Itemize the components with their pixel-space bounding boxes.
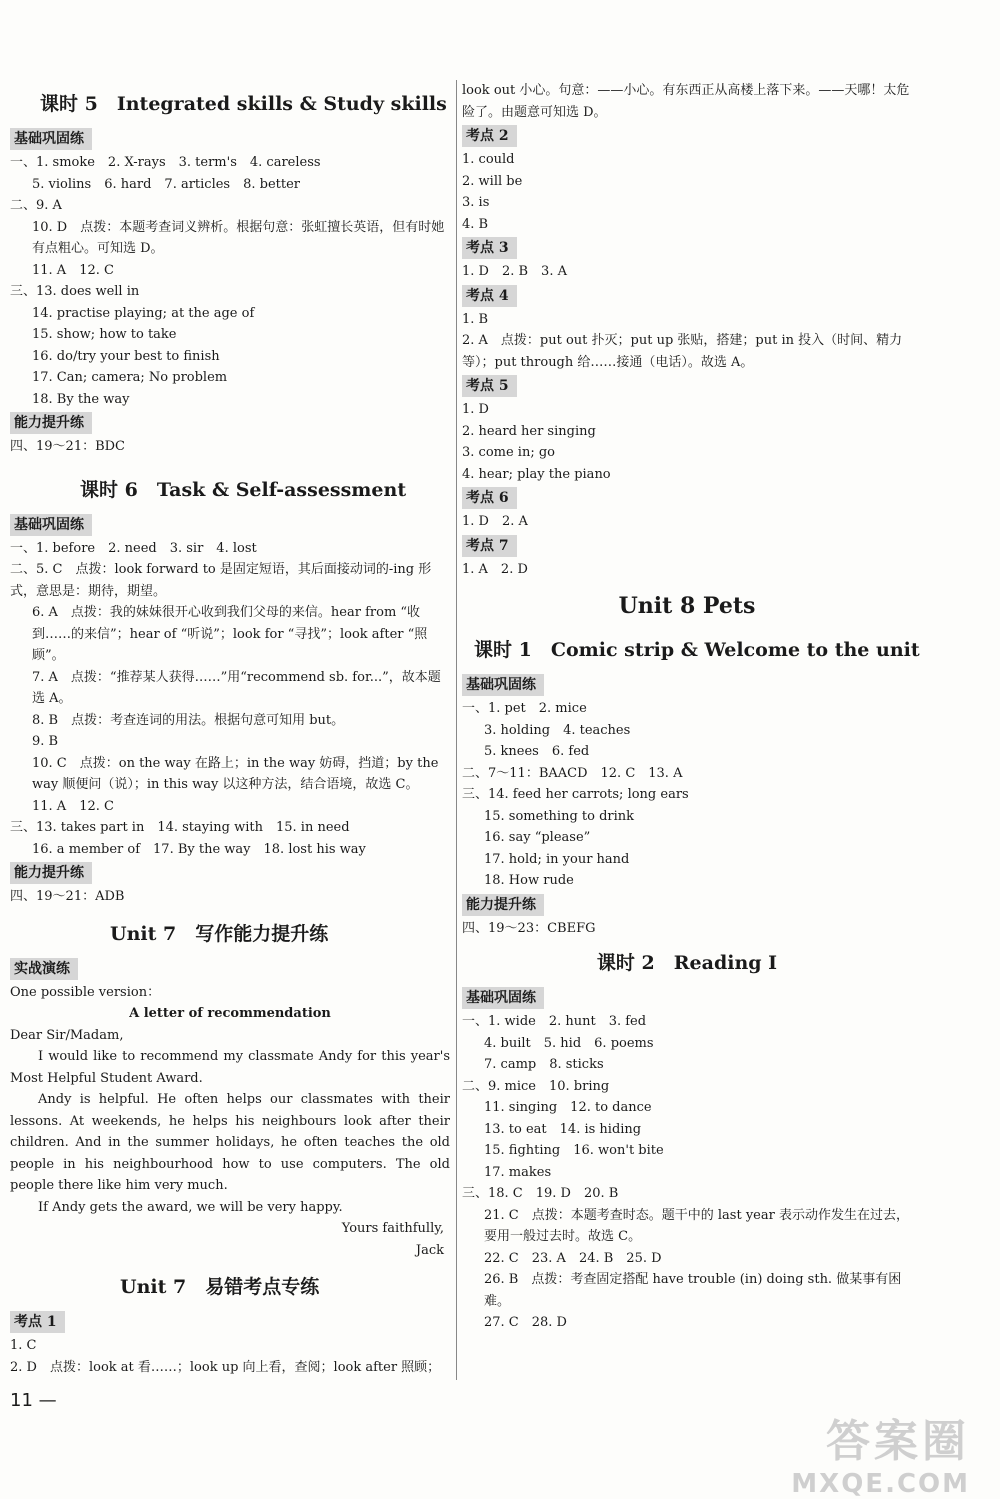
section-tag: 考点 5 (462, 375, 517, 397)
answer-explanation: 10. D 点拨：本题考查词义辨析。根据句意：张虹擅长英语，但有时她有点粗心。可知选 D。 (32, 219, 445, 256)
section-tag: 考点 1 (10, 1311, 65, 1333)
letter-paragraph: I would like to recommend my classmate Andy for this year's Most Helpful Student Award. (10, 1049, 450, 1086)
answer-line: 17. makes (484, 1164, 552, 1180)
answer-line: 四、19～23：CBEFG (462, 920, 596, 936)
section-tag: 能力提升练 (462, 894, 544, 916)
sample-intro: One possible version： (10, 984, 161, 1000)
answer-line: 三、18. C 19. D 20. B (462, 1186, 619, 1201)
answer-line: 二、7～11：BAACD 12. C 13. A (462, 765, 683, 781)
column-divider (456, 80, 457, 1380)
unit7-errors-title: Unit 7 易错考点专练 (120, 1276, 320, 1298)
section-tag: 考点 2 (462, 125, 517, 147)
unit8-lesson1-title: 课时 1 Comic strip & Welcome to the unit (474, 639, 920, 661)
answer-line: 15. something to drink (484, 808, 635, 824)
answer-line: 2. heard her singing (462, 423, 596, 439)
answer-explanation: look out 小心。句意：——小心。有东西正从高楼上落下来。——天哪！太危险了。由题意可知选 D。 (462, 83, 910, 120)
answer-explanation: 21. C 点拨：本题考查时态。题干中的 last year 表示动作发生在过去，要用一般过去时。故选 C。 (484, 1207, 909, 1244)
answer-line: 22. C 23. A 24. B 25. D (484, 1250, 662, 1266)
answer-line: 11. A 12. C (32, 262, 114, 278)
watermark-url: MXQE.COM (791, 1469, 970, 1499)
answer-line: 4. B (462, 216, 489, 232)
letter-signature: Jack (415, 1242, 444, 1258)
answer-line: 17. hold; in your hand (484, 851, 630, 867)
answer-line: 16. say “please” (484, 830, 591, 845)
answer-line: 14. practise playing; at the age of (32, 305, 255, 321)
answer-line: 15. fighting 16. won't bite (484, 1143, 664, 1158)
answer-line: 1. D 2. A (462, 514, 528, 529)
right-column (462, 80, 920, 1334)
answer-line: 三、14. feed her carrots; long ears (462, 787, 689, 802)
answer-explanation: 2. A 点拨：put out 扑灭；put up 张贴，搭建；put in 投入（时间、精力等）；put through 给……接通（电话）。故选 A。 (462, 333, 903, 370)
answer-line: 27. C 28. D (484, 1315, 567, 1330)
answer-line: 一、1. wide 2. hunt 3. fed (462, 1014, 647, 1029)
answer-line: 18. By the way (32, 391, 130, 407)
section-tag: 基础巩固练 (10, 514, 92, 536)
answer-line: 一、1. before 2. need 3. sir 4. lost (10, 540, 257, 556)
answer-line: 1. D 2. B 3. A (462, 264, 567, 279)
answer-explanation: 8. B 点拨：考查连词的用法。根据句意可知用 but。 (32, 712, 345, 728)
answer-line: 三、13. takes part in 14. staying with 15. in need (10, 820, 350, 835)
unit8-lesson2-title: 课时 2 Reading I (596, 952, 778, 974)
answer-explanation: 2. D 点拨：look at 看……；look up 向上看，查阅；look after 照顾； (10, 1359, 441, 1375)
unit7-writing-title: Unit 7 写作能力提升练 (110, 922, 329, 945)
page-number: 11 — (10, 1390, 57, 1411)
watermark-logo-text: 答案圈 (826, 1416, 970, 1467)
answer-line: 11. singing 12. to dance (484, 1100, 652, 1115)
answer-line: 7. camp 8. sticks (484, 1057, 604, 1072)
answer-line: 15. show; how to take (32, 327, 177, 342)
watermark (791, 1405, 970, 1499)
left-column (10, 80, 450, 1378)
letter-closing: Yours faithfully, (341, 1221, 444, 1236)
answer-line: 5. knees 6. fed (484, 744, 590, 759)
letter-paragraph: If Andy gets the award, we will be very happy. (38, 1199, 343, 1215)
answer-line: 二、9. A (10, 198, 62, 213)
answer-line: 1. B (462, 311, 489, 327)
answer-line: 3. come in; go (462, 445, 555, 460)
answer-line: 3. is (462, 195, 490, 210)
section-tag: 考点 6 (462, 487, 517, 509)
answer-line: 16. do/try your best to finish (32, 348, 220, 364)
answer-line: 11. A 12. C (32, 798, 114, 814)
answer-explanation: 6. A 点拨：我的妹妹很开心收到我们父母的来信。hear from “收到……的来信”；hear of “听说”；look for “寻找”；look after “照顾”。 (32, 605, 428, 663)
answer-explanation: 10. C 点拨：on the way 在路上；in the way 妨碍，挡道；by the way 顺便问（说）；in this way 以这种方法，结合语境，故选 C。 (32, 755, 439, 792)
letter-greeting: Dear Sir/Madam, (10, 1027, 124, 1043)
answer-line: 1. D (462, 402, 489, 417)
section-tag: 基础巩固练 (462, 987, 544, 1009)
section-tag: 考点 3 (462, 237, 517, 259)
letter-paragraph: Andy is helpful. He often helps our classmates with their lessons. At weekends, he helps his neighbours look after their children. And in the summer holidays, he often teaches the old people in his neighbourhood how to use computers. The old people there like him very much. (10, 1092, 450, 1193)
answer-line: 16. a member of 17. By the way 18. lost his way (32, 841, 366, 857)
answer-line: 9. B (32, 734, 59, 749)
answer-line: 13. to eat 14. is hiding (484, 1121, 642, 1137)
answer-line: 四、19～21：ADB (10, 889, 125, 904)
section-tag: 基础巩固练 (10, 128, 92, 150)
answer-line: 3. holding 4. teaches (484, 722, 631, 738)
answer-line: 4. hear; play the piano (462, 466, 611, 482)
answer-line: 5. violins 6. hard 7. articles 8. better (32, 176, 301, 192)
section-tag: 能力提升练 (10, 412, 92, 434)
letter-title: A letter of recommendation (129, 1006, 331, 1021)
section-tag: 考点 7 (462, 535, 517, 557)
answer-line: 2. will be (462, 173, 523, 189)
answer-line: 1. C (10, 1338, 37, 1353)
section-tag: 能力提升练 (10, 862, 92, 884)
lesson6-title: 课时 6 Task & Self-assessment (80, 478, 407, 501)
answer-explanation: 7. A 点拨：“推荐某人获得……”用“recommend sb. for...”，故本题选 A。 (32, 669, 441, 706)
answer-line: 4. built 5. hid 6. poems (484, 1035, 654, 1051)
answer-line: 一、1. smoke 2. X-rays 3. term's 4. careless (10, 155, 321, 170)
answer-line: 1. A 2. D (462, 561, 528, 577)
unit8-title: Unit 8 Pets (618, 593, 756, 619)
answer-explanation: 二、5. C 点拨：look forward to 是固定短语，其后面接动词的-ing 形式，意思是：期待，期望。 (10, 562, 432, 599)
answer-line: 1. could (462, 152, 515, 167)
section-tag: 考点 4 (462, 285, 517, 307)
section-tag: 基础巩固练 (462, 674, 544, 696)
answer-explanation: 26. B 点拨：考查固定搭配 have trouble (in) doing sth. 做某事有困难。 (484, 1272, 902, 1309)
answer-line: 一、1. pet 2. mice (462, 701, 587, 716)
answer-line: 17. Can; camera; No problem (32, 370, 228, 385)
section-tag: 实战演练 (10, 958, 78, 980)
lesson5-title: 课时 5 Integrated skills & Study skills (40, 93, 447, 115)
answer-line: 18. How rude (484, 873, 574, 888)
answer-line: 四、19～21：BDC (10, 439, 126, 454)
answer-line: 三、13. does well in (10, 284, 140, 299)
answer-line: 二、9. mice 10. bring (462, 1078, 610, 1094)
